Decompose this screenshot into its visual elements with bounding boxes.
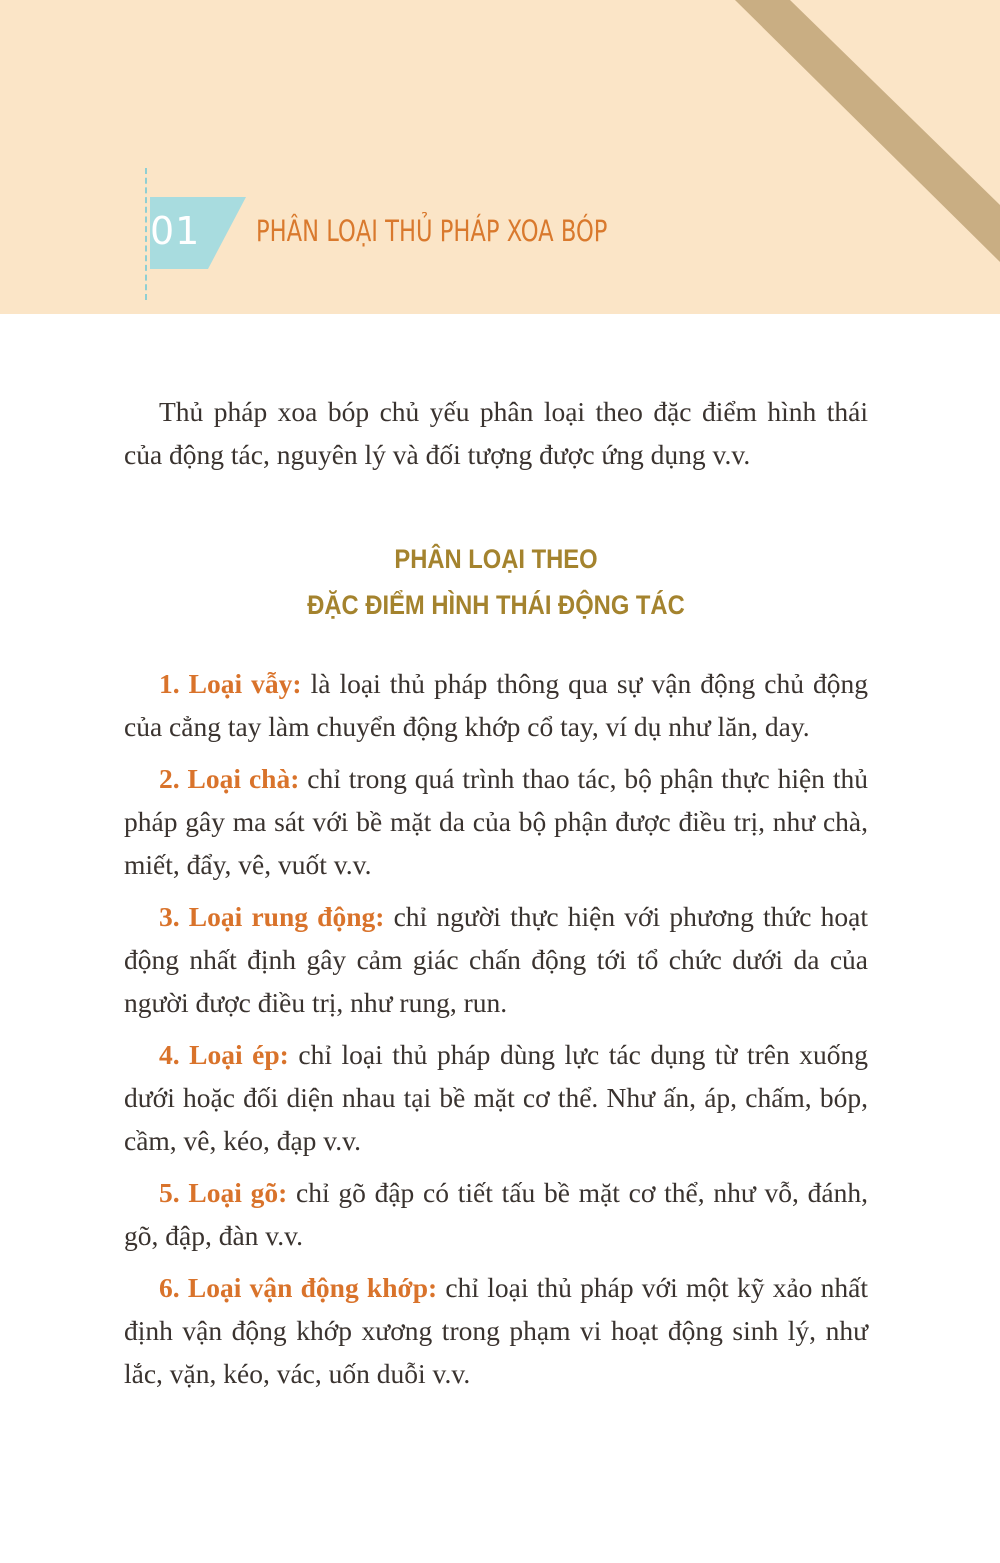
section-heading-line-2: ĐẶC ĐIỂM HÌNH THÁI ĐỘNG TÁC xyxy=(307,590,685,620)
item-text: chỉ trong quá trình thao tác, bộ phận thực hiện thủ pháp gây ma sát với bề mặt da của bộ phận được điều trị, như chà, miết, đẩy, vê, vuốt v.v. xyxy=(124,763,868,880)
item-label: 2. Loại chà: xyxy=(159,763,300,794)
item-label: 1. Loại vẫy: xyxy=(159,668,302,699)
list-item xyxy=(124,1033,868,1162)
chapter-title: PHÂN LOẠI THỦ PHÁP XOA BÓP xyxy=(256,214,608,248)
item-text: chỉ gõ đập có tiết tấu bề mặt cơ thể, như vỗ, đánh, gõ, đập, đàn v.v. xyxy=(124,1177,868,1251)
section-heading-line-1: PHÂN LOẠI THEO xyxy=(394,544,598,574)
item-label: 4. Loại ép: xyxy=(159,1039,289,1070)
chapter-header-band xyxy=(0,0,1000,314)
item-text: chỉ loại thủ pháp với một kỹ xảo nhất định vận động khớp xương trong phạm vi hoạt động sinh lý, như lắc, vặn, kéo, vác, uốn duỗi v.v. xyxy=(124,1272,868,1389)
item-text: chỉ loại thủ pháp dùng lực tác dụng từ trên xuống dưới hoặc đối diện nhau tại bề mặt cơ thể. Như ấn, áp, chấm, bóp, cầm, vê, kéo, đạp v.v. xyxy=(124,1039,869,1156)
classification-list xyxy=(124,662,868,1395)
list-item xyxy=(124,757,868,886)
list-item xyxy=(124,895,868,1024)
item-label: 5. Loại gõ: xyxy=(159,1177,288,1208)
list-item xyxy=(124,1171,868,1257)
list-item xyxy=(124,662,868,748)
item-label: 3. Loại rung động: xyxy=(159,901,385,932)
page-content xyxy=(124,390,868,1404)
list-item xyxy=(124,1266,868,1395)
chapter-number: 01 xyxy=(150,209,201,253)
item-label: 6. Loại vận động khớp: xyxy=(159,1272,438,1303)
item-text: là loại thủ pháp thông qua sự vận động chủ động của cẳng tay làm chuyển động khớp cổ tay, ví dụ như lăn, day. xyxy=(124,668,869,742)
intro-paragraph: Thủ pháp xoa bóp chủ yếu phân loại theo đặc điểm hình thái của động tác, nguyên lý và đối tượng được ứng dụng v.v. xyxy=(124,396,868,470)
item-text: chỉ người thực hiện với phương thức hoạt động nhất định gây cảm giác chấn động tới tổ chức dưới da của người được điều trị, như rung, run. xyxy=(124,901,868,1018)
section-heading xyxy=(169,536,824,628)
